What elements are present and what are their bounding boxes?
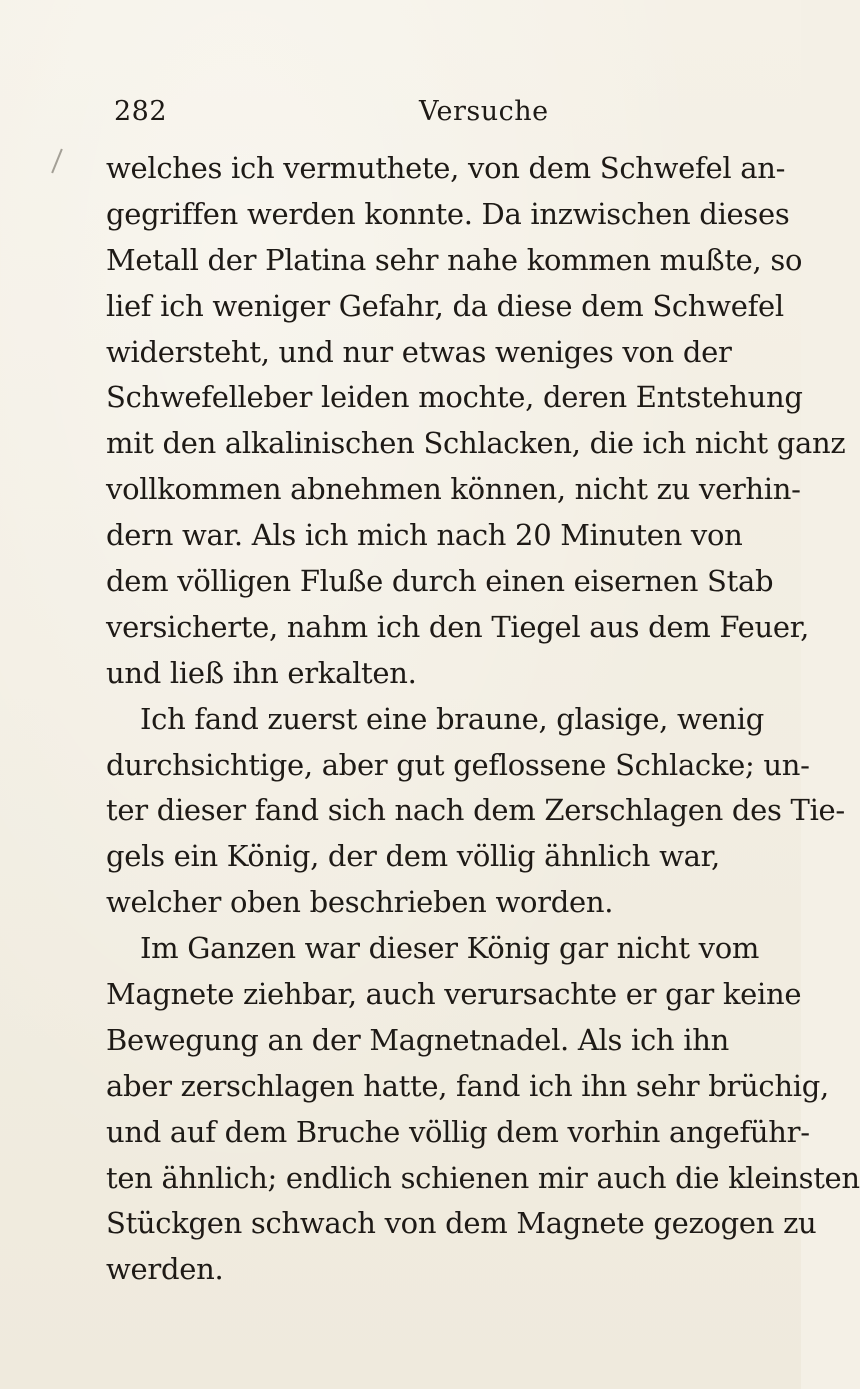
body-text (106, 146, 860, 1293)
text-line: widersteht, und nur etwas weniges von der (106, 334, 732, 369)
text-line: aber zerschlagen hatte, fand ich ihn sehr brüchig, (106, 1068, 829, 1103)
text-line: Bewegung an der Magnetnadel. Als ich ihn (106, 1022, 729, 1057)
text-line: welches ich vermuthete, von dem Schwefel an- (106, 151, 786, 185)
text-line: Stückgen schwach von dem Magnete gezogen zu (106, 1206, 817, 1241)
text-line: welcher oben beschrieben worden. (106, 885, 614, 920)
text-line: lief ich weniger Gefahr, da diese dem Schwefel (106, 288, 784, 323)
margin-pencil-mark (51, 149, 63, 174)
text-line: und auf dem Bruche völlig dem vorhin angeführ- (106, 1114, 810, 1149)
text-line: ter dieser fand sich nach dem Zerschlagen des Tie- (106, 793, 845, 828)
text-line: gels ein König, der dem völlig ähnlich war, (106, 839, 720, 874)
paragraph-start-line: Im Ganzen war dieser König gar nicht vom (140, 931, 760, 966)
text-line: dern war. Als ich mich nach 20 Minuten von (106, 518, 743, 553)
text-line: und ließ ihn erkalten. (106, 655, 417, 690)
page-header (0, 96, 801, 136)
page-number: 282 (114, 96, 168, 127)
running-head: Versuche (419, 96, 549, 127)
text-line: ten ähnlich; endlich schienen mir auch die kleinsten (106, 1160, 860, 1195)
paragraph-start-line: Ich fand zuerst eine braune, glasige, wenig (140, 701, 765, 736)
text-line: gegriffen werden konnte. Da inzwischen dieses (106, 196, 790, 231)
text-line: dem völligen Fluße durch einen eisernen Stab (106, 564, 774, 599)
text-line: mit den alkalinischen Schlacken, die ich nicht ganz (106, 426, 846, 461)
text-line: Metall der Platina sehr nahe kommen mußte, so (106, 242, 803, 277)
text-line: Schwefelleber leiden mochte, deren Entstehung (106, 380, 803, 415)
text-line: werden. (106, 1252, 224, 1287)
text-line: versicherte, nahm ich den Tiegel aus dem Feuer, (106, 609, 809, 644)
text-line: durchsichtige, aber gut geflossene Schlacke; un- (106, 747, 810, 782)
text-line: Magnete ziehbar, auch verursachte er gar keine (106, 977, 802, 1012)
text-line: vollkommen abnehmen können, nicht zu verhin- (106, 472, 801, 507)
